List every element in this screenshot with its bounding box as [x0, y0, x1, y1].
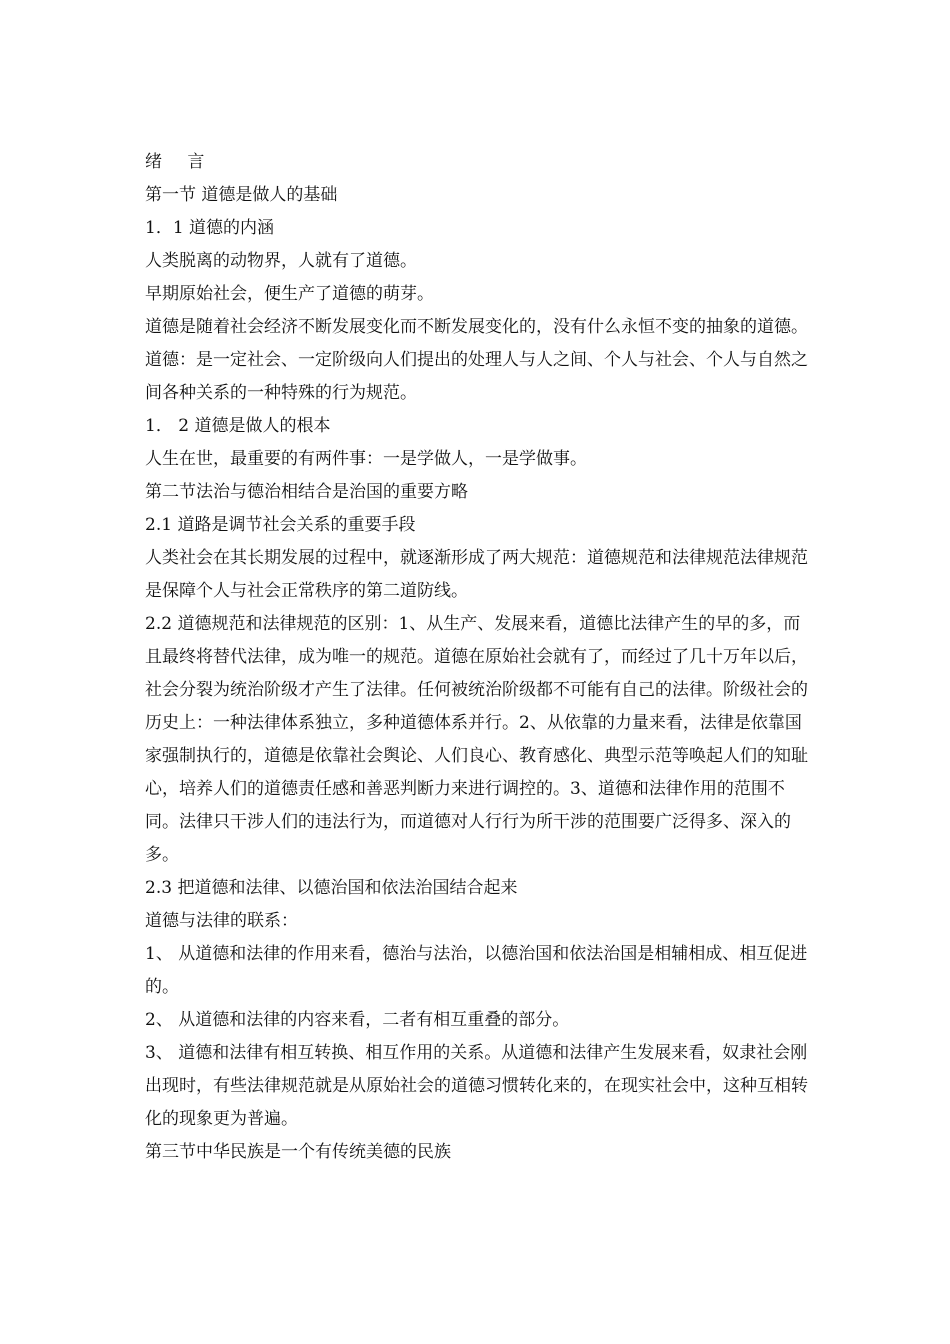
section-heading-3: 第三节中华民族是一个有传统美德的民族	[145, 1142, 451, 1162]
paragraph: 人类脱离的动物界，人就有了道德。	[145, 251, 417, 271]
subsection-heading-1-1: 1．1 道德的内涵	[145, 218, 275, 238]
list-item: 1、 从道德和法律的作用来看，德治与法治，以德治国和依法治国是相辅相成、相互促进的。	[145, 944, 808, 997]
list-item: 3、 道德和法律有相互转换、相互作用的关系。从道德和法律产生发展来看，奴隶社会刚出现时，有些法律规范就是从原始社会的道德习惯转化来的，在现实社会中，这种互相转化的现象更为普遍。	[145, 1043, 808, 1129]
paragraph: 人类社会在其长期发展的过程中，就逐渐形成了两大规范：道德规范和法律规范法律规范是保障个人与社会正常秩序的第二道防线。	[145, 548, 808, 601]
list-item: 2、 从道德和法律的内容来看，二者有相互重叠的部分。	[145, 1010, 570, 1030]
subsection-heading-2-3: 2.3 把道德和法律、以德治国和依法治国结合起来	[145, 878, 518, 898]
section-heading-1: 第一节 道德是做人的基础	[145, 185, 338, 205]
paragraph: 早期原始社会，便生产了道德的萌芽。	[145, 284, 434, 304]
paragraph: 2.2 道德规范和法律规范的区别：1、从生产、发展来看，道德比法律产生的早的多，而且最终将替代法律，成为唯一的规范。道德在原始社会就有了，而经过了几十万年以后，社会分裂为统治阶级才产生了法律。任何被统治阶级都不可能有自己的法律。阶级社会的历史上：一种法律体系独立，多种道德体系并行。2、从依靠的力量来看，法律是依靠国家强制执行的，道德是依靠社会舆论、人们良心、教育感化、典型示范等唤起人们的知耻心，培养人们的道德责任感和善恶判断力来进行调控的。3、道德和法律作用的范围不同。法律只干涉人们的违法行为，而道德对人行行为所干涉的范围要广泛得多、深入的多。	[145, 614, 808, 865]
paragraph: 人生在世，最重要的有两件事：一是学做人，一是学做事。	[145, 449, 587, 469]
paragraph: 道德：是一定社会、一定阶级向人们提出的处理人与人之间、个人与社会、个人与自然之间各种关系的一种特殊的行为规范。	[145, 350, 808, 403]
paragraph: 道德是随着社会经济不断发展变化而不断发展变化的，没有什么永恒不变的抽象的道德。	[145, 317, 808, 337]
subsection-heading-2-1: 2.1 道路是调节社会关系的重要手段	[145, 515, 416, 535]
document-body	[145, 146, 817, 1169]
document-title: 绪 言	[145, 152, 215, 172]
paragraph: 道德与法律的联系：	[145, 911, 298, 931]
section-heading-2: 第二节法治与德治相结合是治国的重要方略	[145, 482, 468, 502]
subsection-heading-1-2: 1． 2 道德是做人的根本	[145, 416, 331, 436]
